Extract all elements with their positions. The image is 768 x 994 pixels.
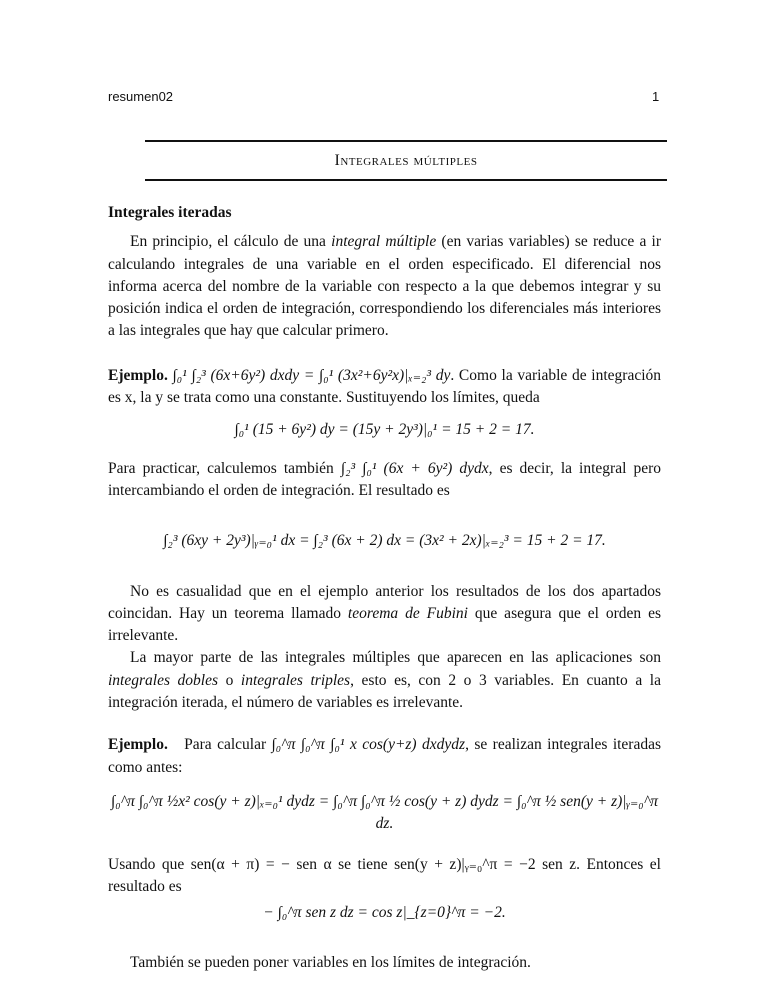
paragraph-practice [108, 458, 661, 503]
emphasis: integrales triples [240, 671, 351, 689]
example-label: Ejemplo. [108, 736, 168, 754]
text: Para calcular [184, 736, 272, 754]
emphasis: integral múltiple [331, 233, 437, 251]
emphasis: integrales dobles [108, 671, 219, 689]
section-heading: Integrales iteradas [108, 204, 232, 221]
paragraph-closing: También se pueden poner variables en los límites de integración. [130, 954, 531, 972]
bottom-rule [145, 179, 667, 181]
text: , es decir, la integral pero intercambiando el orden de integración. El resultado es [108, 459, 661, 499]
text: (en varias variables) se reduce a ir calculando integrales de una variable en el orden especificado. El diferencial nos informa acerca del nombre de la variable con respecto a la que debemos integrar y su posición indica el orden de integración, correspondiendo los diferenciales más interiores a las integrales que hay que calcular primero. [108, 233, 661, 340]
text: La mayor parte de las integrales múltiples que aparecen en las aplicaciones son [130, 649, 661, 667]
equation-2: ∫₂³ (6xy + 2y³)|ᵧ₌₀¹ dx = ∫₂³ (6x + 2) dx = (3x² + 2x)|ₓ₌₂³ = 15 + 2 = 17. [163, 532, 606, 550]
paragraph-using: Usando que sen(α + π) = − sen α se tiene sen(y + z)|ᵧ₌₀^π = −2 sen z. Entonces el resultado es [108, 855, 661, 895]
text: , esto es, con 2 o 3 variables. En cuanto a la integración iterada, el número de variables es irrelevante. [108, 671, 661, 712]
text: que asegura que el orden es irrelevante. [108, 604, 661, 645]
math-inline: ∫₀¹ ∫₂³ (6x+6y²) dxdy = ∫₀¹ (3x²+6y²x)|ₓ₌₂³ dy [172, 366, 451, 384]
document-title: Integrales múltiples [334, 152, 478, 169]
example-2 [108, 734, 661, 779]
paragraph-multiple [108, 647, 661, 714]
running-header: resumen02 [108, 89, 174, 104]
text: No es casualidad que en el ejemplo anterior los resultados de los dos apartados coincidan. Hay un teorema llamado [108, 582, 661, 622]
text: , se realizan integrales iteradas como antes: [108, 736, 662, 776]
document-body [108, 202, 661, 975]
page-number: 1 [652, 89, 660, 104]
math-inline: ∫₀^π ∫₀^π ∫₀¹ x cos(y+z) dxdydz [271, 736, 466, 754]
paragraph-fubini [108, 581, 661, 648]
equation-1: ∫₀¹ (15 + 6y²) dy = (15y + 2y³)|₀¹ = 15 + 2 = 17. [234, 421, 535, 439]
math-inline: ∫₂³ ∫₀¹ (6x + 6y²) dydx [340, 459, 489, 477]
example-1 [108, 365, 661, 410]
emphasis: teorema de Fubini [347, 604, 468, 622]
equation-4: − ∫₀^π sen z dz = cos z|_{z=0}^π = −2. [263, 904, 506, 922]
text: En principio, el cálculo de una [130, 233, 332, 251]
text: Para practicar, calculemos también [108, 459, 341, 477]
top-rule [145, 140, 667, 142]
equation-3: ∫₀^π ∫₀^π ½x² cos(y + z)|ₓ₌₀¹ dydz = ∫₀^π ∫₀^π ½ cos(y + z) dydz = ∫₀^π ½ sen(y + z)|ᵧ₌₀^π dz. [111, 792, 658, 833]
text: . Como la variable de integración es x, la y se trata como una constante. Sustituyendo los límites, queda [108, 366, 662, 407]
example-label: Ejemplo. [108, 366, 168, 384]
paragraph-intro [108, 231, 661, 342]
text: o [218, 671, 241, 689]
